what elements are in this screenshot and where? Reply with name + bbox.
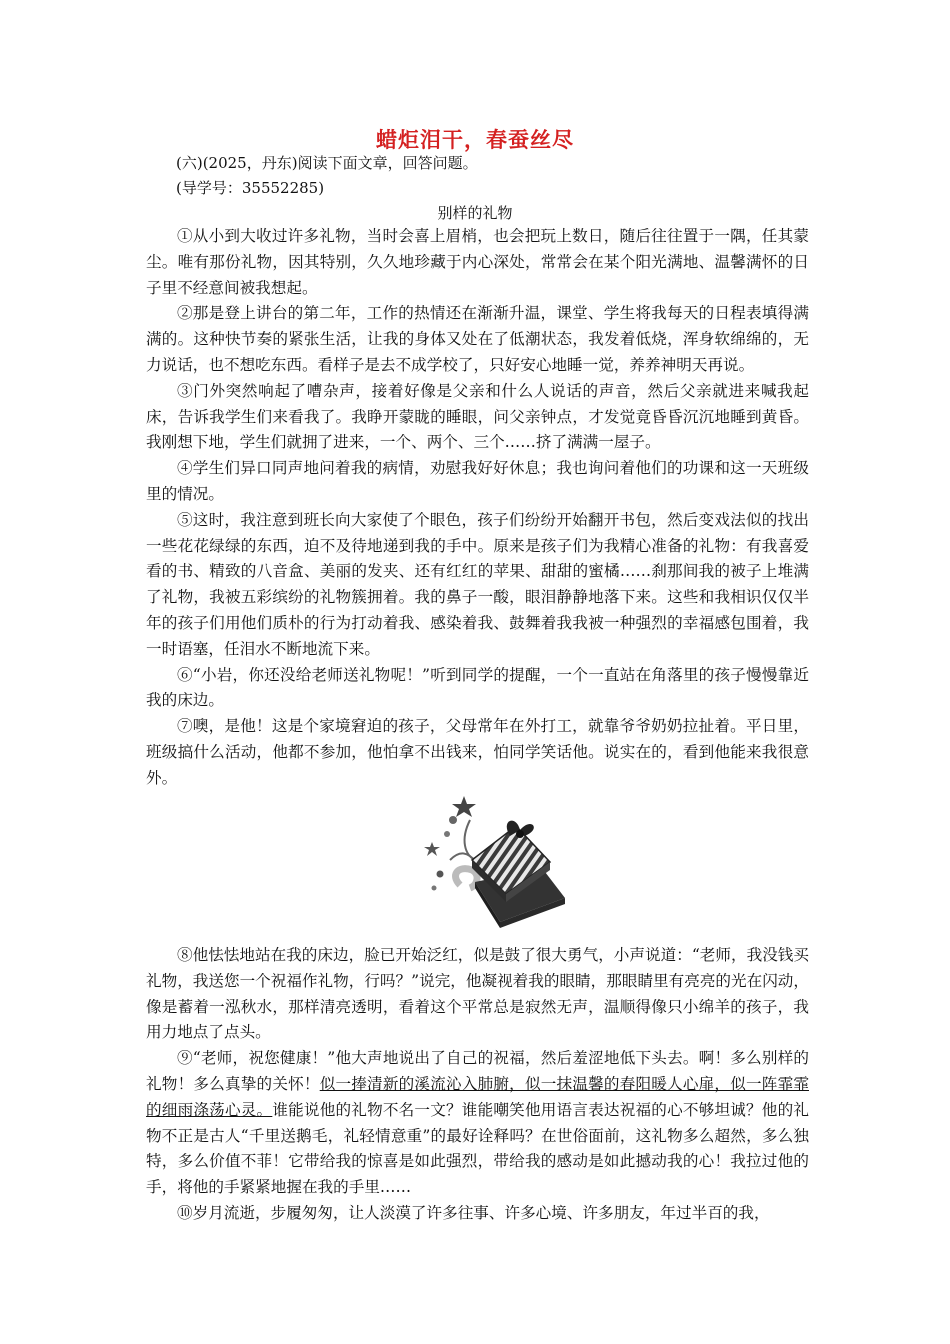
article-body-top <box>146 224 809 792</box>
paragraph-10: ⑩岁月流逝，步履匆匆，让人淡漠了许多往事、许多心境、许多朋友，年过半百的我， <box>177 1203 770 1222</box>
guide-number: (导学号：35552285) <box>176 179 325 197</box>
paragraph-5: ⑤这时，我注意到班长向大家使了个眼色，孩子们纷纷开始翻开书包，然后变戏法似的找出一些花花绿绿的东西，迫不及待地递到我的手中。原来是孩子们为我精心准备的礼物：有我喜爱看的书、精致的八音盒、美丽的发夹、还有红红的苹果、甜甜的蜜橘……刹那间我的被子上堆满了礼物，我被五彩缤纷的礼物簇拥着。我的鼻子一酸，眼泪静静地落下来。这些和我相识仅仅半年的孩子们用他们质朴的行为打动着我、感染着我、鼓舞着我我被一种强烈的幸福感包围着，我一时语塞，任泪水不断地流下来。 <box>146 510 809 658</box>
paragraph-9-underlined: 似一捧清新的溪流沁入肺腑，似一抹温馨的春阳暖人心扉，似一阵霏霏的细雨涤荡心灵。 <box>146 1074 809 1119</box>
gift-box-icon <box>420 790 570 930</box>
paragraph-9-text-after: 谁能说他的礼物不名一文？谁能嘲笑他用语言表达祝福的心不够坦诚？他的礼物不正是古人“千里送鹅毛，礼轻情意重”的最好诠释吗？在世俗面前，这礼物多么超然，多么独特，多么价值不菲！它带给我的惊喜是如此强烈，带给我的感动是如此撼动我的心！我拉过他的手，将他的手紧紧地握在我的手里…… <box>146 1100 809 1197</box>
paragraph-4: ④学生们异口同声地问着我的病情，劝慰我好好休息；我也询问着他们的功课和这一天班级里的情况。 <box>146 459 809 503</box>
article-body-bottom <box>146 943 809 1227</box>
paragraph-9 <box>146 1046 809 1201</box>
paragraph-6: ⑥“小岩，你还没给老师送礼物呢！”听到同学的提醒，一个一直站在角落里的孩子慢慢靠近我的床边。 <box>146 665 809 710</box>
paragraph-1: ①从小到大收过许多礼物，当时会喜上眉梢，也会把玩上数日，随后往往置于一隅，任其蒙尘。唯有那份礼物，因其特别，久久地珍藏于内心深处，常常会在某个阳光满地、温馨满怀的日子里不经意间被我想起。 <box>146 227 809 297</box>
question-source: (六)(2025，丹东)阅读下面文章，回答问题。 <box>176 154 478 172</box>
paragraph-8: ⑧他怯怯地站在我的床边，脸已开始泛红，似是鼓了很大勇气，小声说道：“老师，我没钱买礼物，我送您一个祝福作礼物，行吗？”说完，他凝视着我的眼睛，那眼睛里有亮亮的光在闪动，像是蓄着一泓秋水，那样清亮透明，看着这个平常总是寂然无声，温顺得像只小绵羊的孩子，我用力地点了点头。 <box>146 946 809 1042</box>
paragraph-2: ②那是登上讲台的第二年，工作的热情还在渐渐升温，课堂、学生将我每天的日程表填得满满的。这种快节奏的紧张生活，让我的身体又处在了低潮状态，我发着低烧，浑身软绵绵的，无力说话，也不想吃东西。看样子是去不成学校了，只好安心地睡一觉，养养神明天再说。 <box>146 304 809 374</box>
article-title: 别样的礼物 <box>437 204 513 222</box>
paragraph-9-text: ⑨“老师，祝您健康！”他大声地说出了自己的祝福，然后羞涩地低下头去。啊！多么别样的礼物！多么真挚的关怀！ <box>146 1049 809 1093</box>
paragraph-3: ③门外突然响起了嘈杂声，接着好像是父亲和什么人说话的声音，然后父亲就进来喊我起床，告诉我学生们来看我了。我睁开蒙眬的睡眼，问父亲钟点，才发觉竟昏昏沉沉地睡到黄昏。我刚想下地，学生们就拥了进来，一个、两个、三个……挤了满满一屋子。 <box>146 381 809 452</box>
paragraph-7: ⑦噢，是他！这是个家境窘迫的孩子，父母常年在外打工，就靠爷爷奶奶拉扯着。平日里，班级搞什么活动，他都不参加，他怕拿不出钱来，怕同学笑话他。说实在的，看到他能来我很意外。 <box>146 717 809 787</box>
page-title: 蜡炬泪干，春蚕丝尽 <box>376 128 574 152</box>
